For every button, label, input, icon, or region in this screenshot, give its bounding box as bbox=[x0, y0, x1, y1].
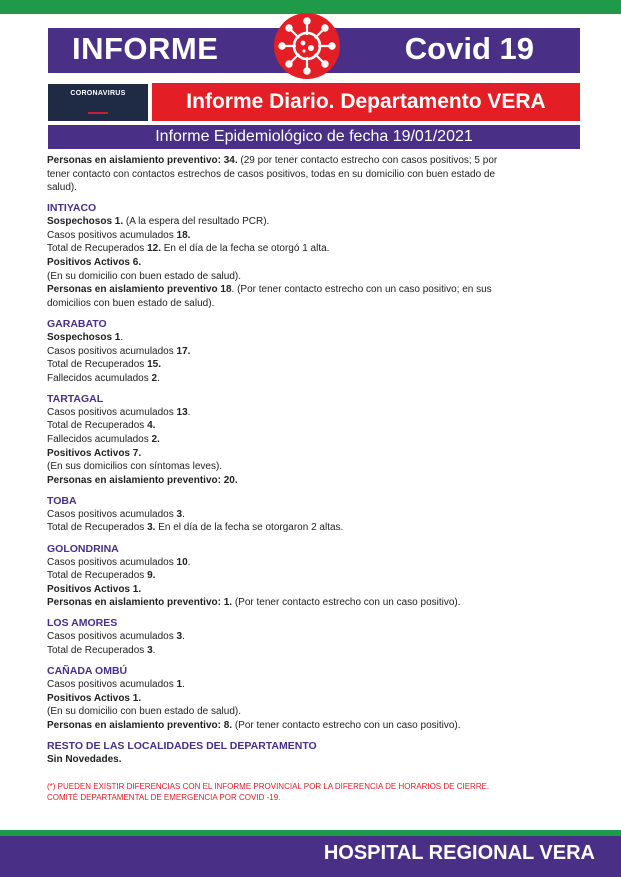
section-golondrina bbox=[47, 542, 507, 610]
header-covid-title: Covid 19 bbox=[404, 31, 534, 66]
health-status-line: (En sus domicilios con síntomas leves). bbox=[47, 461, 223, 473]
recovered-line: Total de Recuperados 4. bbox=[47, 420, 156, 432]
section-resto bbox=[47, 739, 507, 767]
disclaimer-note bbox=[47, 781, 507, 803]
health-status-line: (En su domicilio con buen estado de salud). bbox=[47, 706, 242, 718]
isolation-line: Personas en aislamiento preventivo: 8. (Por tener contacto estrecho con un caso positivo). bbox=[47, 719, 461, 731]
section-title: TARTAGAL bbox=[47, 392, 104, 405]
cumulative-cases-line: Casos positivos acumulados 13. bbox=[47, 406, 191, 418]
daily-report-banner: Informe Diario. Departamento VERA bbox=[152, 83, 580, 121]
committee-line: COMITÉ DEPARTAMENTAL DE EMERGENCIA POR COVID -19. bbox=[47, 792, 281, 802]
recovered-line: Total de Recuperados 15. bbox=[47, 359, 161, 371]
recovered-line: Total de Recuperados 3. bbox=[47, 645, 156, 657]
section-garabato bbox=[47, 317, 507, 385]
section-title: INTIYACO bbox=[47, 202, 97, 215]
recovered-line: Total de Recuperados 3. En el día de la fecha se otorgaron 2 altas. bbox=[47, 522, 344, 534]
footer-bar bbox=[0, 836, 621, 877]
intro-section bbox=[47, 154, 507, 195]
active-cases-line: Positivos Activos 1. bbox=[47, 583, 142, 595]
recovered-line: Total de Recuperados 9. bbox=[47, 570, 156, 582]
footer-hospital-name: HOSPITAL REGIONAL VERA bbox=[323, 842, 595, 864]
disclaimer-line: (*) PUEDEN EXISTIR DIFERENCIAS CON EL INFORME PROVINCIAL POR LA DIFERENCIA DE HORARIOS DE CIERRE. bbox=[47, 781, 490, 791]
report-content bbox=[47, 154, 507, 803]
isolation-line: Personas en aislamiento preventivo: 20. bbox=[47, 474, 238, 486]
suspects-line: Sospechosos 1. bbox=[47, 331, 124, 343]
section-title: CAÑADA OMBÚ bbox=[47, 665, 128, 678]
header-informe-title: INFORME bbox=[72, 31, 219, 66]
health-status-line: (En su domicilio con buen estado de salud). bbox=[47, 270, 242, 282]
cumulative-cases-line: Casos positivos acumulados 1. bbox=[47, 679, 185, 691]
isolation-line: Personas en aislamiento preventivo 18. (Por tener contacto estrecho con un caso positivo; en sus domicilios con buen estado de salud). bbox=[47, 284, 492, 309]
coronavirus-badge-accent bbox=[88, 112, 108, 114]
no-news-line: Sin Novedades. bbox=[47, 754, 122, 765]
deceased-line: Fallecidos acumulados 2. bbox=[47, 434, 160, 445]
coronavirus-badge-title: CORONAVIRUS bbox=[70, 90, 126, 97]
section-tartagal bbox=[47, 392, 507, 488]
coronavirus-badge bbox=[48, 84, 148, 121]
active-cases-line: Positivos Activos 6. bbox=[47, 257, 142, 269]
section-intiyaco bbox=[47, 201, 507, 310]
cumulative-cases-line: Casos positivos acumulados 10. bbox=[47, 556, 191, 568]
section-los-amores bbox=[47, 616, 507, 657]
cumulative-cases-line: Casos positivos acumulados 3. bbox=[47, 508, 185, 520]
cumulative-cases-line: Casos positivos acumulados 17. bbox=[47, 345, 191, 357]
virus-icon bbox=[273, 12, 341, 80]
cumulative-cases-line: Casos positivos acumulados 18. bbox=[47, 229, 191, 241]
section-title: TOBA bbox=[47, 494, 77, 507]
active-cases-line: Positivos Activos 7. bbox=[47, 447, 142, 459]
isolation-line: Personas en aislamiento preventivo: 1. (Por tener contacto estrecho con un caso positivo). bbox=[47, 597, 461, 609]
section-toba bbox=[47, 494, 507, 535]
suspects-line: Sospechosos 1. (A la espera del resultado PCR). bbox=[47, 216, 270, 228]
section-title: RESTO DE LAS LOCALIDADES DEL DEPARTAMENTO bbox=[47, 740, 317, 752]
active-cases-line: Positivos Activos 1. bbox=[47, 692, 142, 704]
section-title: GARABATO bbox=[47, 317, 107, 330]
section-canada-ombu bbox=[47, 664, 507, 732]
deceased-line: Fallecidos acumulados 2. bbox=[47, 372, 160, 384]
report-date-banner: Informe Epidemiológico de fecha 19/01/2021 bbox=[48, 125, 580, 149]
recovered-line: Total de Recuperados 12. En el día de la fecha se otorgó 1 alta. bbox=[47, 243, 330, 255]
section-title: GOLONDRINA bbox=[47, 542, 119, 555]
section-title: LOS AMORES bbox=[47, 617, 118, 630]
intro-isolation-line: Personas en aislamiento preventivo: 34. (29 por tener contacto estrecho con casos positivos; 5 por tener contacto con contactos estrechos de casos positivos, todas en su domicilio con buen estado de salud). bbox=[47, 155, 498, 194]
cumulative-cases-line: Casos positivos acumulados 3. bbox=[47, 631, 185, 643]
